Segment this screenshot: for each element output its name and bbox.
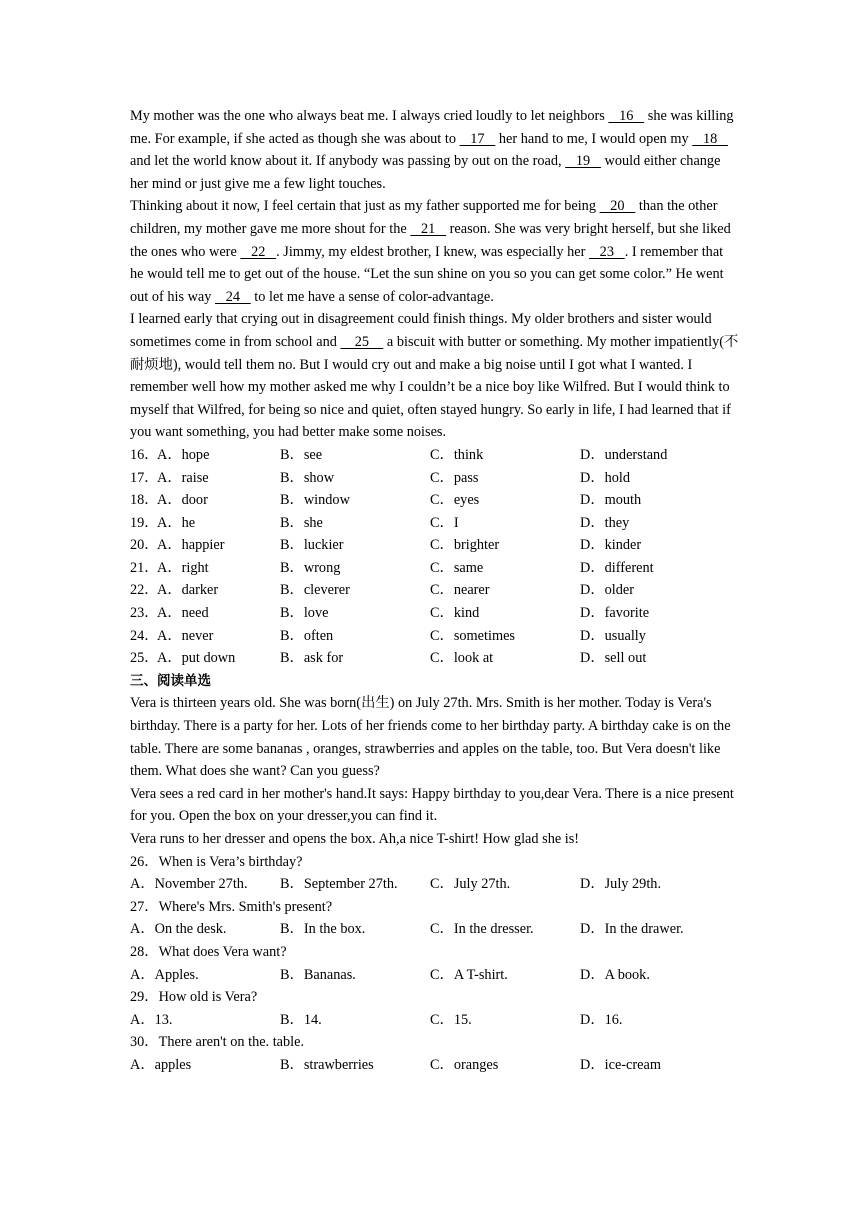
passage-text: would either change her mind or just give me a few light touches. bbox=[130, 153, 721, 192]
option-label: D．favorite bbox=[580, 605, 650, 622]
option-label: B．luckier bbox=[280, 537, 344, 554]
option-choice-c: C．oranges bbox=[430, 1056, 499, 1073]
option-choice-b: B．September 27th. bbox=[280, 876, 398, 893]
option-choice-c: C．15. bbox=[430, 1011, 472, 1028]
option-row bbox=[130, 467, 740, 490]
option-choice-c bbox=[430, 602, 580, 625]
question-text: 28．What does Vera want? bbox=[130, 943, 287, 960]
option-choice-c bbox=[430, 489, 580, 512]
answer-blank: 20 bbox=[599, 198, 636, 215]
option-choice-b bbox=[280, 512, 430, 535]
option-row bbox=[130, 489, 740, 512]
passage-text: she was killing me. For example, if she acted as though she was about to bbox=[130, 108, 734, 147]
passage-text: I learned early that crying out in disagreement could finish things. My older brothers and sister would sometimes come in from school and bbox=[130, 311, 712, 350]
cloze-paragraph bbox=[130, 195, 740, 308]
option-label: C．pass bbox=[430, 469, 479, 486]
option-label: C．same bbox=[430, 559, 484, 576]
option-choice-d bbox=[580, 467, 730, 490]
option-label: C．look at bbox=[430, 650, 494, 667]
answer-blank: 17 bbox=[459, 130, 496, 147]
question-number: 17． bbox=[130, 469, 159, 486]
question-number: 23． bbox=[130, 605, 159, 622]
option-label: A．hope bbox=[157, 446, 210, 463]
option-label: D．different bbox=[580, 559, 654, 576]
option-label: D．older bbox=[580, 582, 634, 599]
option-label: D．mouth bbox=[580, 492, 642, 509]
option-label: C．sometimes bbox=[430, 627, 515, 644]
option-label: A．put down bbox=[157, 650, 236, 667]
question-number: 24． bbox=[130, 627, 159, 644]
option-choice-c: C．In the dresser. bbox=[430, 921, 534, 938]
option-label: D．hold bbox=[580, 469, 631, 486]
option-label: A．raise bbox=[157, 469, 209, 486]
passage-text: Thinking about it now, I feel certain that just as my father supported me for being bbox=[130, 198, 600, 215]
option-label: D．kinder bbox=[580, 537, 642, 554]
answer-blank: 18 bbox=[692, 130, 728, 147]
option-choice-d: D．A book. bbox=[580, 966, 650, 983]
option-row bbox=[130, 625, 740, 648]
option-choice-d bbox=[580, 625, 730, 648]
option-choice-d: D．July 29th. bbox=[580, 876, 662, 893]
question-number: 21． bbox=[130, 559, 159, 576]
option-choice-d bbox=[580, 489, 730, 512]
option-choice-c bbox=[430, 579, 580, 602]
option-choice-c: C．A T-shirt. bbox=[430, 966, 508, 983]
option-choice-d bbox=[580, 534, 730, 557]
option-choice-a: A．13. bbox=[130, 1011, 173, 1028]
option-choice-c bbox=[430, 534, 580, 557]
option-choice-b bbox=[280, 444, 430, 467]
question-number: 25． bbox=[130, 650, 159, 667]
option-label: D．they bbox=[580, 514, 630, 531]
reading-paragraph: Vera sees a red card in her mother's hand.It says: Happy birthday to you,dear Vera. There is a nice present for you. Open the box on your dresser,you can find it. bbox=[130, 785, 734, 825]
option-choice-d: D．In the drawer. bbox=[580, 921, 684, 938]
option-row bbox=[130, 579, 740, 602]
question-number: 19． bbox=[130, 514, 159, 531]
cloze-paragraph bbox=[130, 308, 740, 444]
option-choice-c bbox=[430, 625, 580, 648]
option-choice-a bbox=[130, 557, 280, 580]
option-row bbox=[130, 602, 740, 625]
passage-text: her hand to me, I would open my bbox=[495, 130, 693, 147]
option-label: B．often bbox=[280, 627, 334, 644]
passage-text: reason. She was very bright herself, but she liked the ones who were bbox=[130, 220, 731, 260]
passage-text: . Jimmy, my eldest brother, I knew, was especially her bbox=[276, 243, 589, 260]
option-choice-a bbox=[130, 512, 280, 535]
option-row bbox=[130, 1054, 740, 1077]
option-choice-b bbox=[280, 647, 430, 670]
option-choice-d: D．16. bbox=[580, 1011, 623, 1028]
option-choice-b: B．14. bbox=[280, 1011, 322, 1028]
option-row bbox=[130, 1009, 740, 1032]
option-choice-b bbox=[280, 579, 430, 602]
option-choice-d bbox=[580, 602, 730, 625]
question-number: 20． bbox=[130, 537, 159, 554]
option-choice-d: D．ice-cream bbox=[580, 1056, 661, 1073]
option-label: B．show bbox=[280, 469, 335, 486]
option-label: A．darker bbox=[157, 582, 219, 599]
reading-paragraph: Vera runs to her dresser and opens the box. Ah,a nice T-shirt! How glad she is! bbox=[130, 831, 580, 847]
option-choice-c bbox=[430, 467, 580, 490]
option-label: A．right bbox=[157, 559, 209, 576]
option-choice-d bbox=[580, 557, 730, 580]
option-row bbox=[130, 647, 740, 670]
answer-blank: 16 bbox=[608, 108, 645, 124]
passage-text: My mother was the one who always beat me. I always cried loudly to let neighbors bbox=[130, 108, 609, 124]
option-label: D．understand bbox=[580, 446, 668, 463]
cloze-paragraph bbox=[130, 105, 740, 195]
option-label: B．love bbox=[280, 605, 329, 622]
answer-blank: 24 bbox=[214, 288, 251, 305]
question-number: 22． bbox=[130, 582, 159, 599]
question-text: 27．Where's Mrs. Smith's present? bbox=[130, 898, 333, 915]
option-label: A．happier bbox=[157, 537, 225, 554]
reading-questions bbox=[130, 851, 740, 1077]
question-text: 26．When is Vera’s birthday? bbox=[130, 853, 303, 870]
passage-text: than the other children, my mother gave me more shout for the bbox=[130, 198, 718, 237]
option-row bbox=[130, 964, 740, 987]
option-choice-b bbox=[280, 625, 430, 648]
option-choice-b bbox=[280, 489, 430, 512]
option-label: A．never bbox=[157, 627, 214, 644]
answer-blank: 21 bbox=[410, 220, 447, 237]
answer-blank: 22 bbox=[240, 243, 277, 260]
option-choice-a: A．On the desk. bbox=[130, 921, 227, 938]
option-row bbox=[130, 444, 740, 467]
option-label: C．brighter bbox=[430, 537, 500, 554]
option-choice-a bbox=[130, 444, 280, 467]
option-choice-a: A．apples bbox=[130, 1056, 192, 1073]
passage-text: . I remember that he would tell me to get out of the house. “Let the sun shine on you so you can get some color.” He went out of his way bbox=[130, 243, 724, 305]
option-choice-c bbox=[430, 444, 580, 467]
option-choice-a: A．November 27th. bbox=[130, 876, 248, 893]
option-row bbox=[130, 873, 740, 896]
option-label: C．kind bbox=[430, 605, 480, 622]
option-choice-a: A．Apples. bbox=[130, 966, 199, 983]
option-label: C．nearer bbox=[430, 582, 490, 599]
option-choice-b bbox=[280, 534, 430, 557]
option-label: B．wrong bbox=[280, 559, 341, 576]
answer-blank: 25 bbox=[340, 333, 384, 350]
option-label: C．think bbox=[430, 446, 484, 463]
answer-blank: 19 bbox=[565, 153, 601, 170]
question-number: 16． bbox=[130, 446, 159, 463]
option-label: A．door bbox=[157, 492, 208, 509]
option-choice-a bbox=[130, 467, 280, 490]
option-choice-a bbox=[130, 625, 280, 648]
option-choice-d bbox=[580, 512, 730, 535]
option-choice-b bbox=[280, 557, 430, 580]
option-label: A．he bbox=[157, 514, 196, 531]
option-choice-c bbox=[430, 512, 580, 535]
option-choice-b: B．strawberries bbox=[280, 1056, 374, 1073]
option-label: B．cleverer bbox=[280, 582, 350, 599]
option-row bbox=[130, 557, 740, 580]
option-choice-a bbox=[130, 579, 280, 602]
question-number: 18． bbox=[130, 492, 159, 509]
option-row bbox=[130, 512, 740, 535]
option-label: C．I bbox=[430, 514, 459, 531]
option-label: D．sell out bbox=[580, 650, 647, 667]
option-choice-b bbox=[280, 467, 430, 490]
option-choice-a bbox=[130, 489, 280, 512]
option-label: B．window bbox=[280, 492, 350, 509]
option-row bbox=[130, 918, 740, 941]
option-choice-b: B．In the box. bbox=[280, 921, 366, 938]
option-label: B．she bbox=[280, 514, 323, 531]
passage-text: to let me have a sense of color-advantage. bbox=[250, 288, 494, 305]
option-choice-d bbox=[580, 579, 730, 602]
passage-text: and let the world know about it. If anybody was passing by out on the road, bbox=[130, 153, 566, 170]
reading-paragraph: Vera is thirteen years old. She was born(出生) on July 27th. Mrs. Smith is her mother. Today is Vera's birthday. There is a party for her. Lots of her friends come to her birthday party. A birthday cake is on the table. There are some bananas , oranges, strawberries and apples on the table, too. But Vera doesn't like them. What does she want? Can you guess? bbox=[130, 695, 731, 780]
section-title: 三、阅读单选 bbox=[130, 672, 211, 689]
option-label: D．usually bbox=[580, 627, 646, 644]
option-choice-b: B．Bananas. bbox=[280, 966, 356, 983]
option-choice-a bbox=[130, 534, 280, 557]
passage-text: a biscuit with butter or something. My mother impatiently(不耐烦地), would tell them no. But I would cry out and make a big noise until I got what I wanted. I remember well how my mother asked me why I couldn’t be a nice boy like Wilfred. But I would think to myself that Wilfred, for being so nice and quiet, often stayed hungry. So early in life, I had learned that if you want something, you had better make some noises. bbox=[130, 333, 739, 441]
answer-blank: 23 bbox=[588, 243, 625, 260]
option-choice-d bbox=[580, 647, 730, 670]
cloze-passage bbox=[130, 105, 740, 444]
question-text: 29．How old is Vera? bbox=[130, 989, 258, 1006]
cloze-options bbox=[130, 444, 740, 670]
option-choice-c bbox=[430, 557, 580, 580]
option-label: A．need bbox=[157, 605, 209, 622]
option-choice-c bbox=[430, 647, 580, 670]
option-choice-b bbox=[280, 602, 430, 625]
option-label: B．see bbox=[280, 446, 323, 463]
reading-passage bbox=[130, 692, 740, 850]
option-choice-d bbox=[580, 444, 730, 467]
option-choice-a bbox=[130, 602, 280, 625]
option-label: C．eyes bbox=[430, 492, 480, 509]
option-choice-c: C．July 27th. bbox=[430, 876, 511, 893]
question-text: 30．There aren't on the. table. bbox=[130, 1034, 305, 1051]
option-row bbox=[130, 534, 740, 557]
option-label: B．ask for bbox=[280, 650, 344, 667]
option-choice-a bbox=[130, 647, 280, 670]
document-page bbox=[130, 105, 740, 1077]
